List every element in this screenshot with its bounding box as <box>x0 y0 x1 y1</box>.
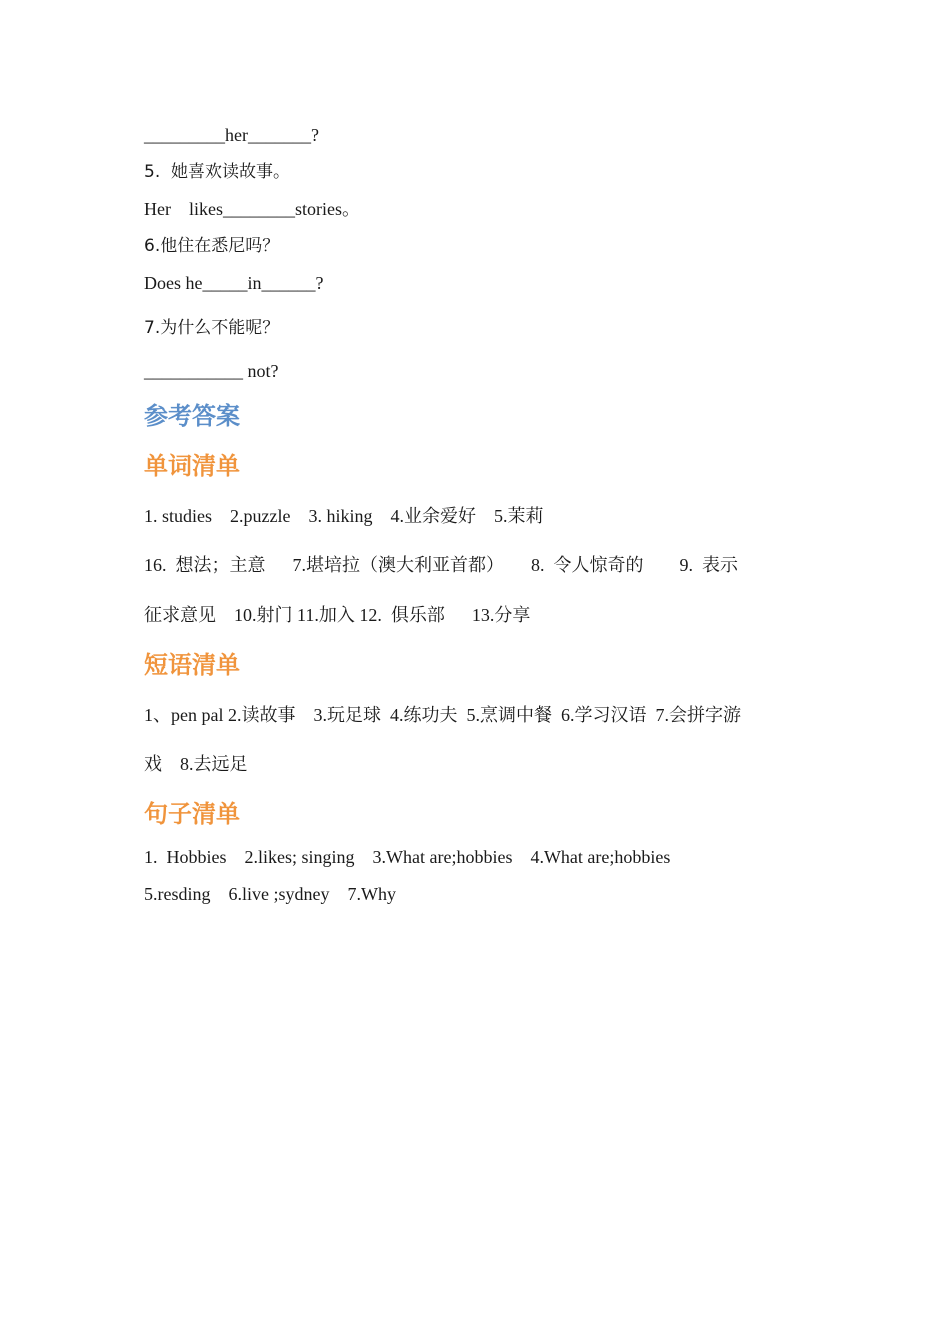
q5-answer-line: Her likes________stories。 <box>144 199 360 219</box>
sentences-line-1: 1. Hobbies 2.likes; singing 3.What are;hobbies 4.What are;hobbies <box>144 847 671 867</box>
words-line-3: 征求意见 10.射门 11.加入 12. 俱乐部 13.分享 <box>144 605 531 625</box>
q7-prompt: 7.为什么不能呢？ <box>144 318 280 338</box>
phrases-heading: 短语清单 <box>144 651 240 679</box>
sentences-heading: 句子清单 <box>144 800 240 828</box>
words-line-1: 1. studies 2.puzzle 3. hiking 4.业余爱好 5.茉莉 <box>144 506 544 526</box>
words-heading: 单词清单 <box>144 452 240 480</box>
answers-title: 参考答案 <box>144 402 240 430</box>
phrases-line-2: 戏 8.去远足 <box>144 754 248 774</box>
q6-answer-line: Does he_____in______? <box>144 273 324 293</box>
q4-answer-line: _________her_______? <box>144 125 319 145</box>
words-line-2: 16. 想法；主意 7.堪培拉（澳大利亚首都） 8. 令人惊奇的 9. 表示 <box>144 555 738 575</box>
q5-prompt: 5. 她喜欢读故事。 <box>144 162 291 182</box>
sentences-line-2: 5.resding 6.live ;sydney 7.Why <box>144 884 396 904</box>
q7-answer-line: ___________ not? <box>144 361 279 381</box>
phrases-line-1: 1、pen pal 2.读故事 3.玩足球 4.练功夫 5.烹调中餐 6.学习汉语 7.会拼字游 <box>144 705 741 725</box>
q6-prompt: 6.他住在悉尼吗？ <box>144 236 280 256</box>
